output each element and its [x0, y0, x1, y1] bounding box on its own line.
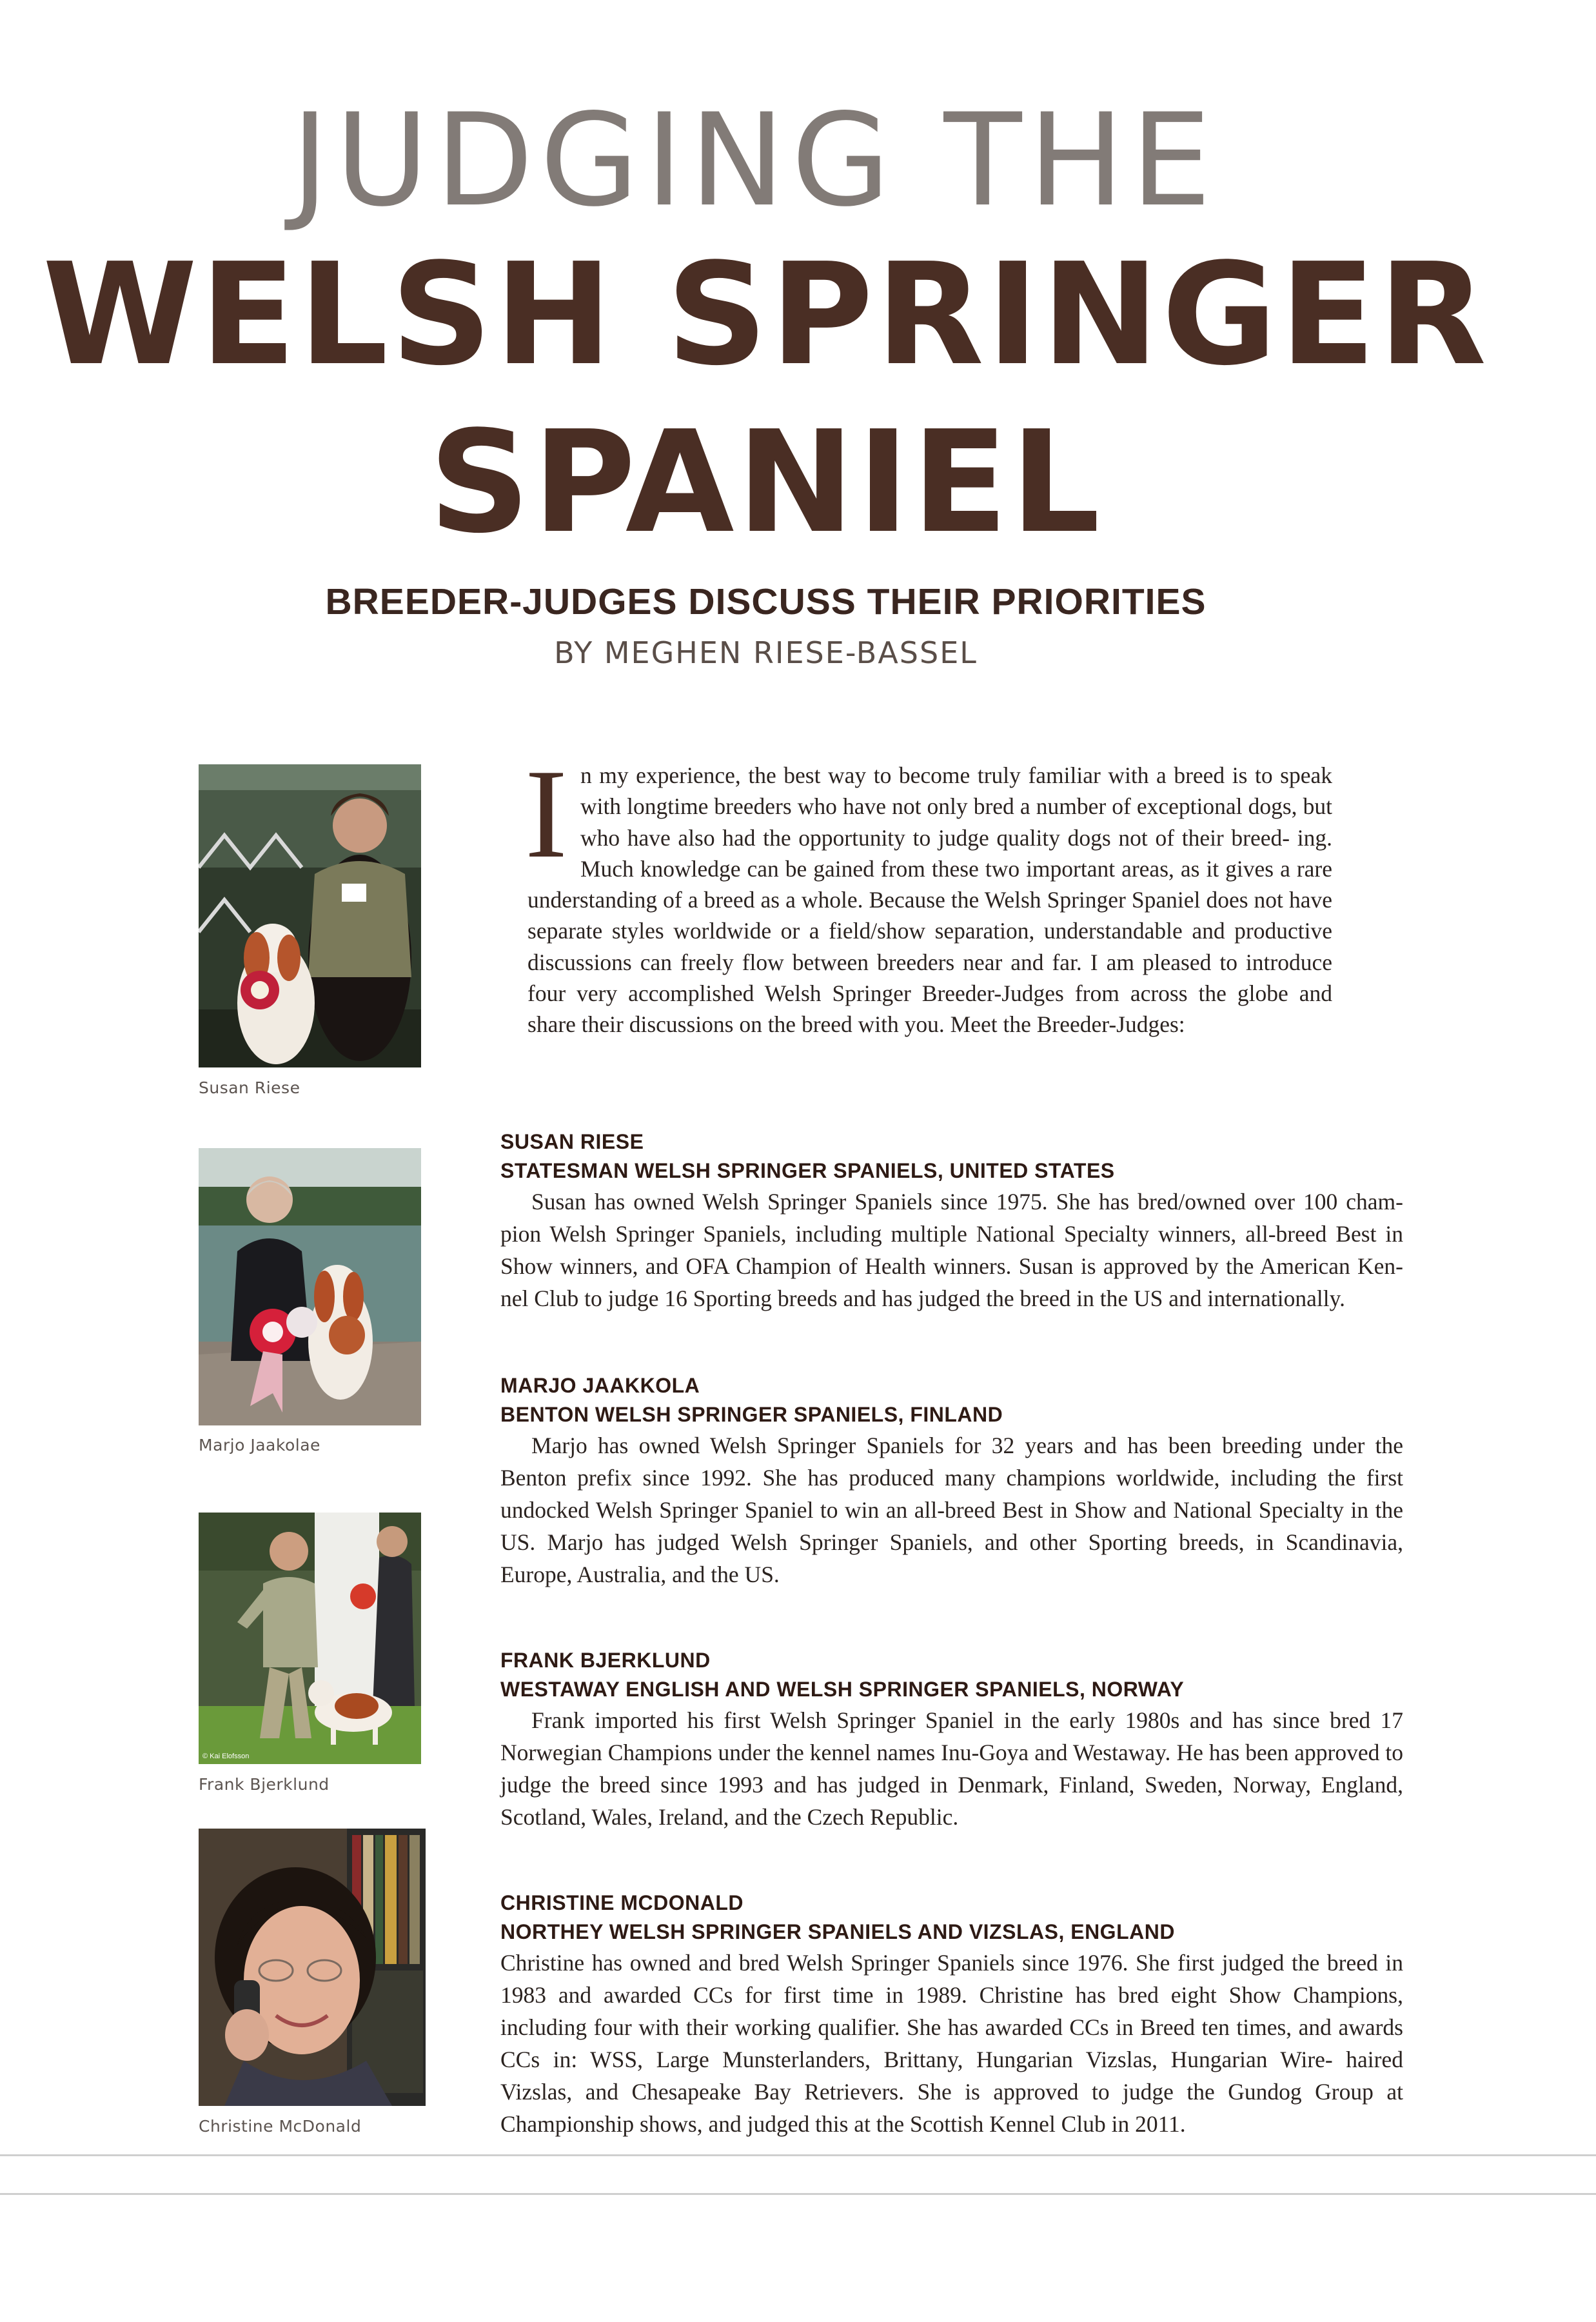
bio-kennel: BENTON WELSH SPRINGER SPANIELS, FINLAND: [500, 1403, 1003, 1426]
caption-christine-mcdonald: Christine McDonald: [199, 2117, 362, 2136]
bio-kennel: NORTHEY WELSH SPRINGER SPANIELS AND VIZSLAS, ENGLAND: [500, 1920, 1175, 1943]
title-line-1: WELSH SPRINGER: [42, 233, 1490, 397]
bio-frank-bjerklund: [500, 1646, 1403, 1833]
caption-frank-bjerklund: Frank Bjerklund: [199, 1775, 330, 1794]
photo-susan-riese: [199, 764, 421, 1067]
bio-name: FRANK BJERKLUND: [500, 1649, 711, 1672]
bio-name: MARJO JAAKKOLA: [500, 1374, 700, 1397]
intro-text: n my experience, the best way to become truly familiar with a breed is to speak with longtime breeders who have not only bred a number of exceptional dogs, but who have also had the opportunity to judge quality dogs not of their breed- ing. Much knowledge can be gained from these two important areas, as it gives a rare understanding of a breed as a whole. Because the Welsh Springer Spaniel does not have separate styles worldwide or a field/show separation, understandable and productive discussions can freely flow between breeders near and far. I am pleased to introduce four very accomplished Welsh Springer Breeder-Judges from across the globe and share their discussions on the breed with you. Meet the Breeder-Judges:: [527, 762, 1332, 1038]
bio-kennel: STATESMAN WELSH SPRINGER SPANIELS, UNITED STATES: [500, 1159, 1115, 1182]
photo-marjo-jaakkola: [199, 1148, 421, 1425]
bio-text: Marjo has owned Welsh Springer Spaniels for 32 years and has been breeding under the Benton prefix since 1992. She has produced many champions worldwide, including the first undocked Welsh Springer Spaniel to win an all-breed Best in Show and National Specialty in the US. Marjo has judged Welsh Springer Spaniels, and other Sporting breeds, in Scandinavia, Europe, Australia, and the US.: [500, 1433, 1403, 1587]
subtitle: BREEDER-JUDGES DISCUSS THEIR PRIORITIES: [325, 581, 1207, 622]
frank-bjerklund-photo-image: [199, 1513, 421, 1764]
photo-frank-bjerklund: [199, 1513, 421, 1764]
caption-susan-riese: Susan Riese: [199, 1078, 300, 1097]
christine-mcdonald-photo-image: [199, 1829, 426, 2106]
photo-christine-mcdonald: [199, 1829, 426, 2106]
drop-cap: I: [525, 743, 567, 884]
bio-text: Frank imported his first Welsh Springer Spaniel in the early 1980s and has since bred 17 Norwegian Champions under the kennel names Inu-Goya and Westaway. He has been approved to judge the breed since 1993 and has judged in Denmark, Finland, Sweden, Norway, England, Scotland, Wales, Ireland, and the Czech Republic.: [500, 1707, 1403, 1830]
byline: BY MEGHEN RIESE-BASSEL: [554, 635, 978, 670]
caption-marjo-jaakolae: Marjo Jaakolae: [199, 1436, 320, 1454]
footer-rule-bottom: [0, 2193, 1596, 2195]
kicker-heading: JUDGING THE: [291, 86, 1218, 235]
intro-paragraph: [525, 743, 1332, 1040]
bio-susan-riese: [500, 1127, 1403, 1315]
bio-name: CHRISTINE MCDONALD: [500, 1891, 744, 1914]
marjo-jaakkola-photo-image: [199, 1148, 421, 1425]
bio-marjo-jaakkola: [500, 1371, 1403, 1591]
bio-christine-mcdonald: [500, 1889, 1403, 2140]
bio-kennel: WESTAWAY ENGLISH AND WELSH SPRINGER SPANIELS, NORWAY: [500, 1678, 1185, 1701]
bio-text: Christine has owned and bred Welsh Springer Spaniels since 1976. She first judged the breed in 1983 and awarded CCs for first time in 1989. Christine has bred eight Show Champions, including four with their working qualifier. She has awarded CCs in Breed ten times, and awards CCs in: WSS, Large Munsterlanders, Brittany, Hungarian Vizslas, Hungarian Wire- haired Vizslas, and Chesapeake Bay Retrievers. She is approved to judge the Gundog Group at Championship shows, and judged this at the Scottish Kennel Club in 2011.: [500, 1950, 1403, 2137]
susan-riese-photo-image: [199, 764, 421, 1067]
bio-text: Susan has owned Welsh Springer Spaniels since 1975. She has bred/owned over 100 cham- pion Welsh Springer Spaniels, including multiple National Specialty winners, all-breed Best in Show winners, and OFA Champion of Health winners. Susan is approved by the American Ken- nel Club to judge 16 Sporting breeds and has judged the breed in the US and internationally.: [500, 1189, 1403, 1311]
footer-rule-top: [0, 2154, 1596, 2156]
photo-credit: © Kai Elofsson: [202, 1752, 250, 1760]
bio-name: SUSAN RIESE: [500, 1130, 644, 1153]
title-line-2: SPANIEL: [429, 401, 1103, 564]
